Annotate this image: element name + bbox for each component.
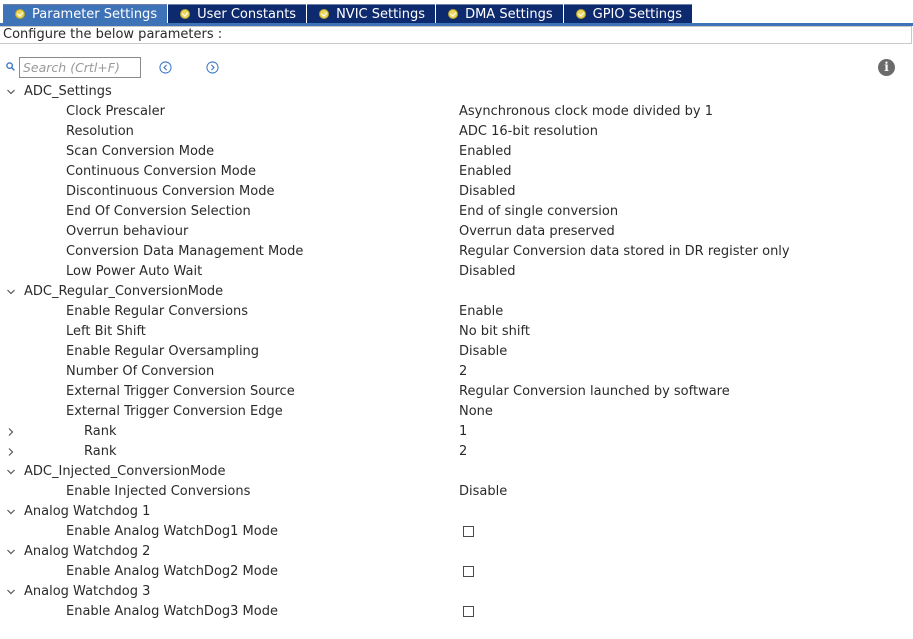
tab-label: Parameter Settings (32, 6, 158, 22)
param-label: External Trigger Conversion Edge (66, 404, 283, 419)
param-label: Number Of Conversion (66, 364, 215, 379)
chevron-down-icon[interactable] (6, 287, 16, 297)
rank-value[interactable]: 1 (459, 424, 468, 439)
chevron-right-icon[interactable] (6, 427, 16, 437)
param-label: Resolution (66, 124, 134, 139)
param-value[interactable]: End of single conversion (459, 204, 619, 219)
param-value[interactable]: Regular Conversion data stored in DR register only (459, 244, 790, 259)
chevron-right-circle-icon[interactable] (206, 61, 219, 74)
group-label: Analog Watchdog 2 (24, 544, 151, 559)
watchdog1-checkbox[interactable] (463, 526, 474, 537)
param-row[interactable] (0, 162, 913, 182)
param-value[interactable]: ADC 16-bit resolution (459, 124, 598, 139)
tabs (3, 4, 693, 23)
tab-dma-settings[interactable] (436, 4, 563, 23)
tab-gpio-settings[interactable] (564, 4, 692, 23)
param-value[interactable]: Disabled (459, 264, 516, 279)
param-row[interactable] (0, 362, 913, 382)
tab-nvic-settings[interactable] (307, 4, 435, 23)
param-row[interactable] (0, 182, 913, 202)
tab-parameter-settings[interactable] (3, 4, 167, 23)
param-label: Enable Injected Conversions (66, 484, 251, 499)
rank-value[interactable]: 2 (459, 444, 468, 459)
param-value[interactable]: Enable (459, 304, 504, 319)
param-row[interactable] (0, 102, 913, 122)
param-label: Scan Conversion Mode (66, 144, 215, 159)
param-row[interactable] (0, 522, 913, 542)
search-row (0, 56, 913, 80)
rank-row[interactable] (0, 442, 913, 462)
group-label: Analog Watchdog 3 (24, 584, 151, 599)
group-analog-watchdog-2[interactable] (0, 542, 913, 562)
param-row[interactable] (0, 322, 913, 342)
param-row[interactable] (0, 122, 913, 142)
check-circle-icon (15, 9, 25, 19)
group-analog-watchdog-1[interactable] (0, 502, 913, 522)
param-value[interactable]: No bit shift (459, 324, 530, 339)
info-icon[interactable]: i (878, 59, 895, 76)
tab-label: GPIO Settings (592, 6, 683, 22)
chevron-down-icon[interactable] (6, 507, 16, 517)
param-row[interactable] (0, 222, 913, 242)
chevron-down-icon[interactable] (6, 467, 16, 477)
param-row[interactable] (0, 342, 913, 362)
param-label: Enable Regular Conversions (66, 304, 249, 319)
param-row[interactable] (0, 262, 913, 282)
param-value[interactable]: Asynchronous clock mode divided by 1 (459, 104, 714, 119)
param-value[interactable]: Enabled (459, 144, 512, 159)
param-label: External Trigger Conversion Source (66, 384, 295, 399)
watchdog2-checkbox[interactable] (463, 566, 474, 577)
group-adc-regular-conversion-mode[interactable] (0, 282, 913, 302)
tab-label: User Constants (197, 6, 297, 22)
rank-row[interactable] (0, 422, 913, 442)
param-row[interactable] (0, 602, 913, 622)
config-description: Configure the below parameters : (0, 26, 912, 44)
watchdog3-checkbox[interactable] (463, 606, 474, 617)
param-value[interactable]: None (459, 404, 493, 419)
param-label: Enable Analog WatchDog3 Mode (66, 604, 278, 619)
param-row[interactable] (0, 302, 913, 322)
param-value[interactable]: Enabled (459, 164, 512, 179)
group-label: ADC_Regular_ConversionMode (24, 284, 224, 299)
search-icon[interactable] (6, 62, 15, 71)
param-label: Overrun behaviour (66, 224, 189, 239)
search-input[interactable] (19, 57, 141, 78)
check-circle-icon (576, 9, 586, 19)
tab-label: NVIC Settings (336, 6, 426, 22)
rank-label: Rank (84, 444, 117, 459)
param-label: Conversion Data Management Mode (66, 244, 304, 259)
check-circle-icon (180, 9, 190, 19)
param-value[interactable]: Overrun data preserved (459, 224, 615, 239)
parameter-tree (0, 82, 913, 622)
param-value[interactable]: Disable (459, 484, 508, 499)
chevron-down-icon[interactable] (6, 87, 16, 97)
param-row[interactable] (0, 482, 913, 502)
param-value[interactable]: Regular Conversion launched by software (459, 384, 730, 399)
chevron-left-circle-icon[interactable] (159, 61, 172, 74)
group-label: ADC_Settings (24, 84, 112, 99)
tab-bar (0, 0, 913, 26)
param-label: Enable Regular Oversampling (66, 344, 260, 359)
param-row[interactable] (0, 202, 913, 222)
param-label: Enable Analog WatchDog2 Mode (66, 564, 278, 579)
param-row[interactable] (0, 242, 913, 262)
tab-user-constants[interactable] (168, 4, 306, 23)
group-analog-watchdog-3[interactable] (0, 582, 913, 602)
chevron-right-icon[interactable] (6, 447, 16, 457)
tab-label: DMA Settings (465, 6, 553, 22)
param-label: Left Bit Shift (66, 324, 146, 339)
group-adc-injected-conversion-mode[interactable] (0, 462, 913, 482)
check-circle-icon (319, 9, 329, 19)
param-label: Low Power Auto Wait (66, 264, 203, 279)
param-row[interactable] (0, 382, 913, 402)
param-value[interactable]: 2 (459, 364, 468, 379)
check-circle-icon (448, 9, 458, 19)
group-adc-settings[interactable] (0, 82, 913, 102)
param-label: Clock Prescaler (66, 104, 165, 119)
param-label: Discontinuous Conversion Mode (66, 184, 275, 199)
param-label: End Of Conversion Selection (66, 204, 251, 219)
rank-label: Rank (84, 424, 117, 439)
group-label: Analog Watchdog 1 (24, 504, 151, 519)
param-row[interactable] (0, 402, 913, 422)
param-row[interactable] (0, 562, 913, 582)
param-value[interactable]: Disabled (459, 184, 516, 199)
chevron-down-icon[interactable] (6, 587, 16, 597)
chevron-down-icon[interactable] (6, 547, 16, 557)
param-row[interactable] (0, 142, 913, 162)
param-label: Continuous Conversion Mode (66, 164, 256, 179)
group-label: ADC_Injected_ConversionMode (24, 464, 226, 479)
param-label: Enable Analog WatchDog1 Mode (66, 524, 278, 539)
param-value[interactable]: Disable (459, 344, 508, 359)
